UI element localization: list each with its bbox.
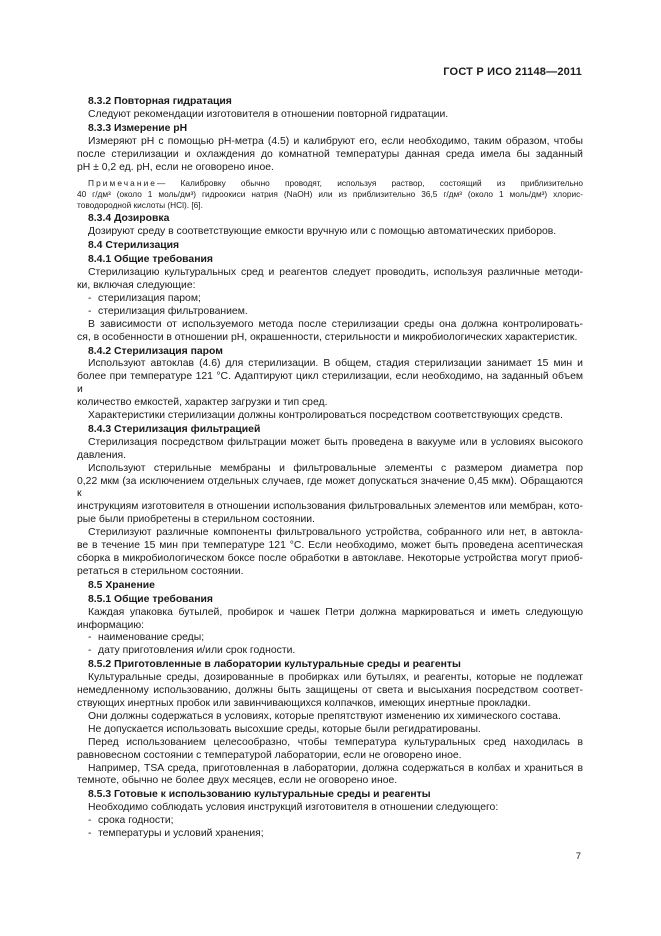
paragraph-line: количество емкостей, характер загрузки и тип сред.	[77, 397, 328, 409]
section-heading: 8.4.3 Стерилизация фильтрацией	[88, 423, 261, 435]
list-item-text: срока годности;	[98, 815, 174, 827]
note-text: — Калибровку обычно проводят, используя раствор, состоящий из приблизительно	[157, 178, 583, 189]
list-item-text: стерилизация фильтрованием.	[98, 305, 248, 317]
paragraph	[77, 607, 583, 633]
paragraph-line: ве в течение 15 мин при температуре 121 °С. Если необходимо, может быть проведена асептическая	[77, 540, 583, 552]
paragraph	[77, 737, 583, 763]
paragraph	[77, 711, 583, 724]
list-marker: -	[88, 632, 92, 644]
paragraph	[77, 136, 583, 175]
list-marker: -	[88, 292, 92, 304]
paragraph-line: ки, включая следующие:	[77, 279, 196, 291]
paragraph-line: немедленному использованию, должны быть защищены от света и высыхания посредством соответ-	[77, 685, 583, 697]
paragraph-line: pH ± 0,2 ед. pH, если не оговорено иное.	[77, 161, 274, 173]
paragraph-line: Не допускается использовать высохшие среды, которые были регидратированы.	[88, 723, 481, 735]
paragraph-line: Следуют рекомендации изготовителя в отношении повторной гидратации.	[88, 108, 449, 120]
list-item-text: температуры и условий хранения;	[98, 828, 264, 840]
paragraph	[77, 410, 583, 423]
paragraph-line: рые были приобретены в стерильном состоянии.	[77, 514, 315, 526]
paragraph-line: Стерилизуют различные компоненты фильтровального устройства, собранного или нет, в автокла-	[88, 527, 583, 539]
paragraph-line: В зависимости от используемого метода после стерилизации среды она должна контролировать-	[88, 318, 583, 330]
section-heading: 8.3.4 Дозировка	[88, 213, 170, 225]
list-marker: -	[88, 828, 92, 840]
paragraph-line: более при температуре 121 °С. Адаптируют цикл стерилизации, если необходимо, на заданный объем и	[77, 371, 583, 396]
paragraph	[77, 109, 583, 122]
note	[77, 178, 583, 211]
paragraph	[77, 763, 583, 789]
paragraph	[77, 319, 583, 345]
list-item	[77, 645, 583, 658]
note-line: товодородной кислоты (HCl). [6].	[77, 200, 203, 211]
section-heading: 8.5.1 Общие требования	[88, 593, 213, 605]
paragraph	[77, 437, 583, 463]
paragraph	[77, 226, 583, 239]
paragraph-line: информацию:	[77, 619, 145, 631]
paragraph-line: Они должны содержаться в условиях, которые препятствуют изменению их химического состава.	[88, 710, 561, 722]
section-heading: 8.5 Хранение	[88, 579, 155, 591]
section-heading: 8.5.2 Приготовленные в лаборатории культуральные среды и реагенты	[88, 659, 461, 671]
note-line	[77, 178, 583, 189]
document-body	[77, 95, 583, 841]
paragraph-line: ся, в особенности в отношении pH, окрашенности, стерильности и микробиологических характеристик.	[77, 331, 578, 343]
paragraph-line: Измеряют pH с помощью pH-метра (4.5) и калибруют его, если необходимо, таким образом, чтобы	[88, 135, 583, 147]
paragraph	[77, 267, 583, 293]
list-item-text: наименование среды;	[98, 632, 205, 644]
list-item	[77, 632, 583, 645]
page-number: 7	[575, 851, 581, 862]
paragraph-line: Например, TSA среда, приготовленная в лаборатории, должна содержаться в колбах и храниться в	[88, 762, 583, 774]
paragraph-line: Перед использованием целесообразно, чтобы температура культуральных сред находилась в	[88, 736, 583, 748]
paragraph-line: Используют автоклав (4.6) для стерилизации. В общем, стадия стерилизации занимает 15 мин и	[88, 358, 583, 370]
list-marker: -	[88, 645, 92, 657]
paragraph-line: Стерилизация посредством фильтрации может быть проведена в вакууме или в условиях высокого	[88, 436, 583, 448]
list-item-text: дату приготовления и/или срок годности.	[98, 645, 296, 657]
paragraph-line: после стерилизации и охлаждения до комнатной температуры данная среда имела бы заданный	[77, 148, 583, 160]
paragraph-line: равновесном состоянии с температурой лаборатории, если не оговорено иное.	[77, 749, 462, 761]
paragraph-line: Каждая упаковка бутылей, пробирок и чашек Петри должна маркироваться и иметь следующую	[88, 606, 583, 618]
paragraph-line: темноте, обычно не более двух месяцев, если не оговорено иное.	[77, 775, 398, 787]
standard-header: ГОСТ Р ИСО 21148—2011	[443, 66, 582, 78]
paragraph-line: Необходимо соблюдать условия инструкций изготовителя в отношении следующего:	[88, 802, 499, 814]
paragraph-line: ствующих инертных пробок или завинчивающихся колпачков, имеющих инертные прокладки.	[77, 697, 531, 709]
list-marker: -	[88, 305, 92, 317]
paragraph	[77, 724, 583, 737]
paragraph-line: 0,22 мкм (за исключением отдельных случаев, где может допускаться значение 0,45 мкм). Обращаются к	[77, 475, 583, 500]
paragraph-line: инструкциям изготовителя в отношении использования фильтровальных элементов или мембран, кото-	[77, 501, 583, 513]
paragraph-line: Характеристики стерилизации должны контролироваться посредством соответствующих средств.	[88, 410, 563, 422]
list-item	[77, 828, 583, 841]
section-heading: 8.3.2 Повторная гидратация	[88, 96, 232, 107]
paragraph-line: давления.	[77, 449, 127, 461]
note-lead: Примечание	[88, 178, 158, 189]
list-item	[77, 306, 583, 319]
section-heading: 8.5.3 Готовые к использованию культуральные среды и реагенты	[88, 789, 431, 801]
paragraph	[77, 802, 583, 815]
section-heading: 8.4.2 Стерилизация паром	[88, 345, 223, 357]
section-heading: 8.4 Стерилизация	[88, 240, 180, 252]
note-line: 40 г/дм³ (около 1 моль/дм³) гидроокиси натрия (NaOH) или из приблизительно 36,5 г/дм³ (около 1 моль/дм³) хлорис-	[77, 189, 583, 200]
paragraph	[77, 672, 583, 711]
paragraph-line: ретаться в стерильном состоянии.	[77, 565, 244, 577]
paragraph-line: Используют стерильные мембраны и фильтровальные элементы с размером диаметра пор	[88, 462, 583, 474]
paragraph-line: Культуральные среды, дозированные в пробирках или бутылях, и реагенты, которые не подлежат	[88, 672, 583, 684]
paragraph	[77, 463, 583, 528]
paragraph-line: Дозируют среду в соответствующие емкости вручную или с помощью автоматических приборов.	[88, 226, 557, 238]
paragraph	[77, 358, 583, 410]
section-heading: 8.3.3 Измерение pH	[88, 122, 188, 134]
paragraph-line: Стерилизацию культуральных сред и реагентов следует проводить, используя различные методи-	[88, 267, 583, 279]
paragraph	[77, 527, 583, 579]
list-item-text: стерилизация паром;	[98, 292, 201, 304]
paragraph-line: сборка в микробиологическом боксе после обработки в автоклаве. Некоторые устройства могут приоб-	[77, 553, 583, 564]
list-item	[77, 293, 583, 306]
section-heading: 8.4.1 Общие требования	[88, 254, 213, 266]
list-marker: -	[88, 815, 92, 827]
list-item	[77, 815, 583, 828]
